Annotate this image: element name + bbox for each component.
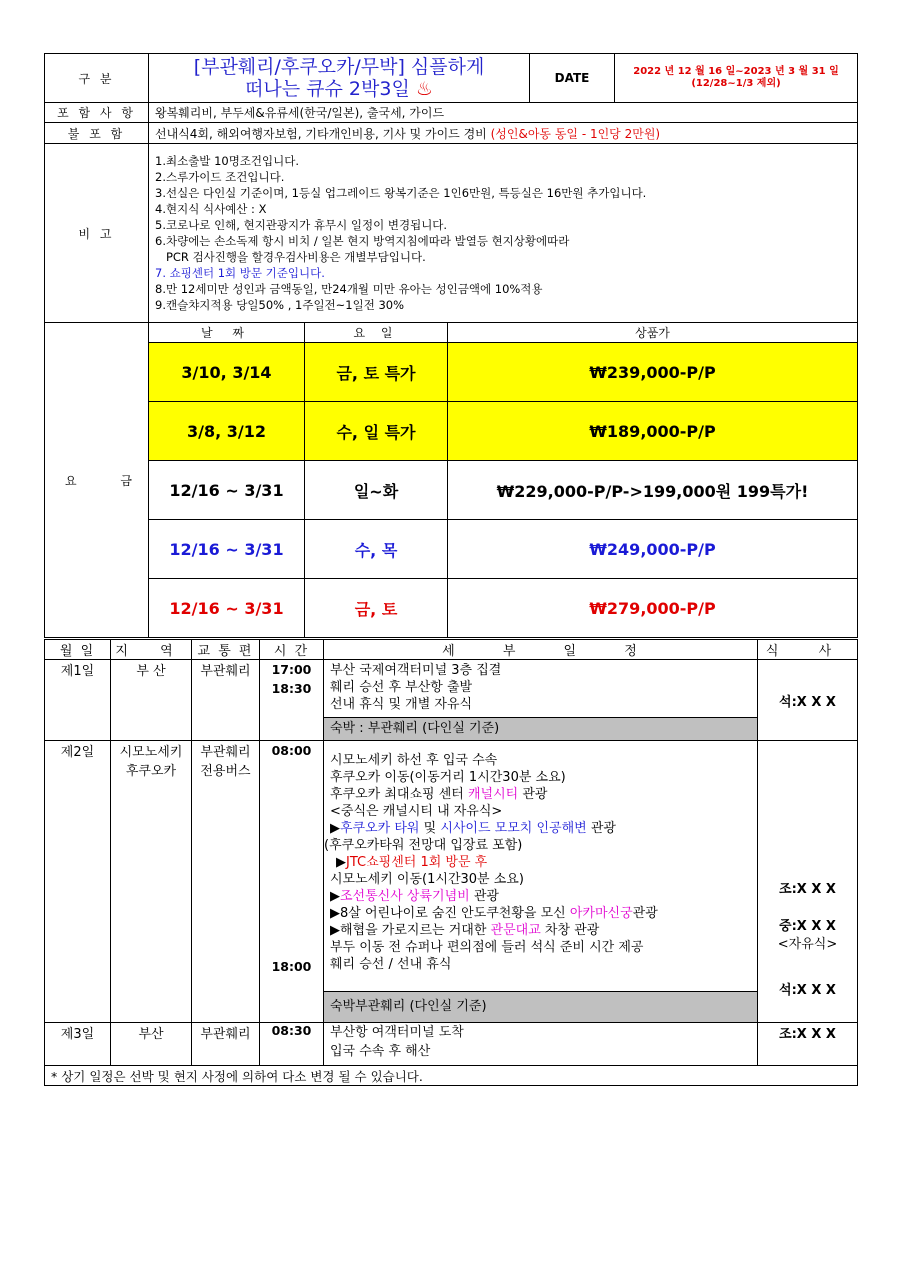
meal-breakfast: 조:X X X xyxy=(779,882,836,897)
detail-text: 후쿠오카 최대쇼핑 센터 xyxy=(330,787,468,802)
detail-line: 선내 휴식 및 개별 자유식 xyxy=(330,697,473,712)
time-end: 18:00 xyxy=(271,959,312,974)
remark-line: 3.선실은 다인실 기준이며, 1등실 업그레이드 왕복기준은 1인6만원, 특등실은 16만원 추가입니다. xyxy=(155,186,647,200)
transport-name: 부관훼리 xyxy=(200,745,251,760)
remark-line: 4.현지식 식사예산 : X xyxy=(155,202,267,216)
remark-line: 8.만 12세미만 성인과 금액동일, 만24개월 미만 유아는 성인금액에 10%적용 xyxy=(155,282,543,296)
fukuoka-tower: 후쿠오카 타워 xyxy=(340,821,420,836)
schedule-day-2 xyxy=(45,741,858,1023)
remark-line: 7. 쇼핑센터 1회 방문 기준입니다. xyxy=(155,266,325,280)
hdr-transport: 교 통 편 xyxy=(192,640,260,660)
detail-line: <중식은 캐널시티 내 자유식> xyxy=(330,804,503,819)
date-range: 2022 년 12 월 16 일~2023 년 3 월 31 일 xyxy=(633,66,839,77)
detail-line: 부산 국제여객터미널 3층 집결 xyxy=(330,663,502,678)
category-label: 구 분 xyxy=(45,54,149,103)
day3-meal: 조:X X X xyxy=(758,1023,858,1066)
day2-stay: 숙박부관훼리 (다인실 기준) xyxy=(324,991,757,1022)
price-date: 3/8, 3/12 xyxy=(149,402,305,461)
price-value: ₩229,000-P/P->199,000원 199특가! xyxy=(448,461,858,520)
kanmon-bridge: 관문대교 xyxy=(490,923,541,938)
detail-text: 및 xyxy=(419,821,441,836)
akama-shrine: 아카마신궁 xyxy=(569,906,633,921)
time-depart: 17:00 xyxy=(271,662,312,677)
canal-city: 캐널시티 xyxy=(467,787,519,802)
detail-line xyxy=(324,922,757,939)
detail-line xyxy=(324,854,757,871)
arrow-icon: ▶ xyxy=(330,889,340,904)
momochi-beach: 시사이드 모모치 인공해변 xyxy=(440,821,587,836)
detail-text: 차창 관광 xyxy=(540,923,600,938)
detail-line: 부산항 여객터미널 도착 xyxy=(330,1025,464,1040)
detail-line: 입국 수속 후 해산 xyxy=(330,1044,431,1059)
meal-lunch-group xyxy=(758,918,857,954)
detail-line: 후쿠오카 이동(이동거리 1시간30분 소요) xyxy=(330,770,566,785)
region-name: 후쿠오카 xyxy=(125,764,177,779)
info-table xyxy=(44,53,858,323)
price-day: 일~화 xyxy=(305,461,448,520)
day3-label: 제3일 xyxy=(45,1023,111,1066)
remark-line: 5.코로나로 인해, 현지관광지가 휴무시 일정이 변경됩니다. xyxy=(155,218,448,232)
detail-line: 시모노세키 하선 후 입국 수속 xyxy=(330,753,498,768)
price-day: 금, 토 특가 xyxy=(305,343,448,402)
price-date: 12/16 ~ 3/31 xyxy=(149,579,305,638)
price-day: 수, 일 특가 xyxy=(305,402,448,461)
remark-line: PCR 검사진행을 할경우검사비용은 개별부담입니다. xyxy=(155,250,426,264)
remark-line: 9.캔슬챠지적용 당일50% , 1주일전~1일전 30% xyxy=(155,298,405,312)
excludes-value xyxy=(149,123,858,144)
day2-times xyxy=(260,741,324,1023)
col-price-header: 상품가 xyxy=(448,323,858,343)
footnote-row xyxy=(45,1066,858,1086)
col-date-header: 날 짜 xyxy=(149,323,305,343)
col-day-header: 요 일 xyxy=(305,323,448,343)
day3-region: 부산 xyxy=(111,1023,192,1066)
price-date: 3/10, 3/14 xyxy=(149,343,305,402)
detail-text: 관광 xyxy=(632,906,658,921)
pricing-label: 요 금 xyxy=(45,323,149,638)
price-day: 수, 목 xyxy=(305,520,448,579)
day3-time: 08:30 xyxy=(260,1023,324,1066)
region-name: 시모노세키 xyxy=(119,745,183,760)
date-exclusion: (12/28~1/3 제외) xyxy=(691,78,781,89)
detail-line: 부두 이동 전 슈퍼나 편의점에 들러 석식 준비 시간 제공 xyxy=(330,940,644,955)
price-row xyxy=(45,520,858,579)
day2-meals xyxy=(758,741,858,1023)
arrow-icon: ▶ xyxy=(330,821,340,836)
transport-name: 전용버스 xyxy=(200,764,251,779)
remark-line: 1.최소출발 10명조건입니다. xyxy=(155,154,300,168)
detail-text: 관광 xyxy=(469,889,499,904)
price-row xyxy=(45,343,858,402)
day3-detail xyxy=(324,1023,758,1066)
detail-line xyxy=(324,905,757,922)
price-value: ₩249,000-P/P xyxy=(448,520,858,579)
detail-line: 훼리 승선 후 부산항 출발 xyxy=(330,680,473,695)
price-day: 금, 토 xyxy=(305,579,448,638)
detail-line: (후쿠오카타워 전망대 입장료 포함) xyxy=(324,838,523,853)
day1-meal: 석:X X X xyxy=(758,660,858,741)
detail-line xyxy=(324,820,757,837)
arrow-icon: ▶ xyxy=(336,855,346,870)
excludes-note: (성인&아동 동일 - 1인당 2만원) xyxy=(490,126,661,141)
date-label: DATE xyxy=(530,54,615,103)
excludes-label: 불 포 함 xyxy=(45,123,149,144)
page-title xyxy=(149,54,530,103)
time-start: 08:00 xyxy=(271,743,312,758)
remarks-label: 비 고 xyxy=(45,144,149,323)
day2-region xyxy=(111,741,192,1023)
time-depart: 18:30 xyxy=(271,681,312,696)
hdr-region: 지 역 xyxy=(111,640,192,660)
schedule-table xyxy=(44,639,858,1086)
price-value: ₩239,000-P/P xyxy=(448,343,858,402)
detail-line: 훼리 승선 / 선내 휴식 xyxy=(330,957,452,972)
title-line-2: 떠나는 큐슈 2박3일 xyxy=(245,78,410,100)
meal-lunch-note: <자유식> xyxy=(777,937,838,952)
day2-label: 제2일 xyxy=(45,741,111,1023)
day1-detail xyxy=(324,660,758,741)
price-row xyxy=(45,461,858,520)
hdr-day: 월 일 xyxy=(45,640,111,660)
day1-times xyxy=(260,660,324,741)
title-line-1: [부관훼리/후쿠오카/무박] 심플하게 xyxy=(193,56,485,78)
includes-value: 왕복훼리비, 부두세&유류세(한국/일본), 출국세, 가이드 xyxy=(149,103,858,123)
meal-lunch: 중:X X X xyxy=(779,919,836,934)
price-date: 12/16 ~ 3/31 xyxy=(149,461,305,520)
day2-transport xyxy=(192,741,260,1023)
detail-text: 관광 xyxy=(518,787,548,802)
detail-text: 관광 xyxy=(586,821,616,836)
schedule-header-row xyxy=(45,640,858,660)
day1-stay: 숙박 : 부관훼리 (다인실 기준) xyxy=(324,717,757,740)
shopping-center: JTC쇼핑센터 1회 방문 후 xyxy=(346,855,488,870)
hot-spring-icon: ♨ xyxy=(415,78,433,100)
pricing-table xyxy=(44,322,858,638)
price-row xyxy=(45,402,858,461)
remark-line: 6.차량에는 손소독제 항시 비치 / 일본 현지 방역지침에따라 발열등 현지상황에따라 xyxy=(155,234,570,248)
meal-dinner: 석:X X X xyxy=(779,983,836,998)
detail-line xyxy=(324,786,757,803)
hdr-detail: 세 부 일 정 xyxy=(324,640,758,660)
joseon-monument: 조선통신사 상륙기념비 xyxy=(340,889,470,904)
hdr-time: 시 간 xyxy=(260,640,324,660)
detail-text: ▶8살 어린나이로 숨진 안도쿠천황을 모신 xyxy=(330,906,570,921)
schedule-day-3 xyxy=(45,1023,858,1066)
day1-transport: 부관훼리 xyxy=(192,660,260,741)
detail-text: ▶해협을 가로지르는 거대한 xyxy=(330,923,491,938)
date-value xyxy=(615,54,858,103)
remark-line: 2.스루가이드 조건입니다. xyxy=(155,170,285,184)
day3-transport: 부관훼리 xyxy=(192,1023,260,1066)
detail-line: 시모노세키 이동(1시간30분 소요) xyxy=(330,872,524,887)
day1-label: 제1일 xyxy=(45,660,111,741)
hdr-meal: 식 사 xyxy=(758,640,858,660)
price-value: ₩279,000-P/P xyxy=(448,579,858,638)
footnote: * 상기 일정은 선박 및 현지 사정에 의하여 다소 변경 될 수 있습니다. xyxy=(45,1066,858,1086)
remarks-list xyxy=(149,144,858,323)
detail-line xyxy=(324,888,757,905)
day2-detail xyxy=(324,741,758,1023)
price-row xyxy=(45,579,858,638)
excludes-text: 선내식4회, 해외여행자보험, 기타개인비용, 기사 및 가이드 경비 xyxy=(155,126,491,141)
schedule-day-1 xyxy=(45,660,858,741)
day1-region: 부 산 xyxy=(111,660,192,741)
price-value: ₩189,000-P/P xyxy=(448,402,858,461)
includes-label: 포 함 사 항 xyxy=(45,103,149,123)
price-date: 12/16 ~ 3/31 xyxy=(149,520,305,579)
